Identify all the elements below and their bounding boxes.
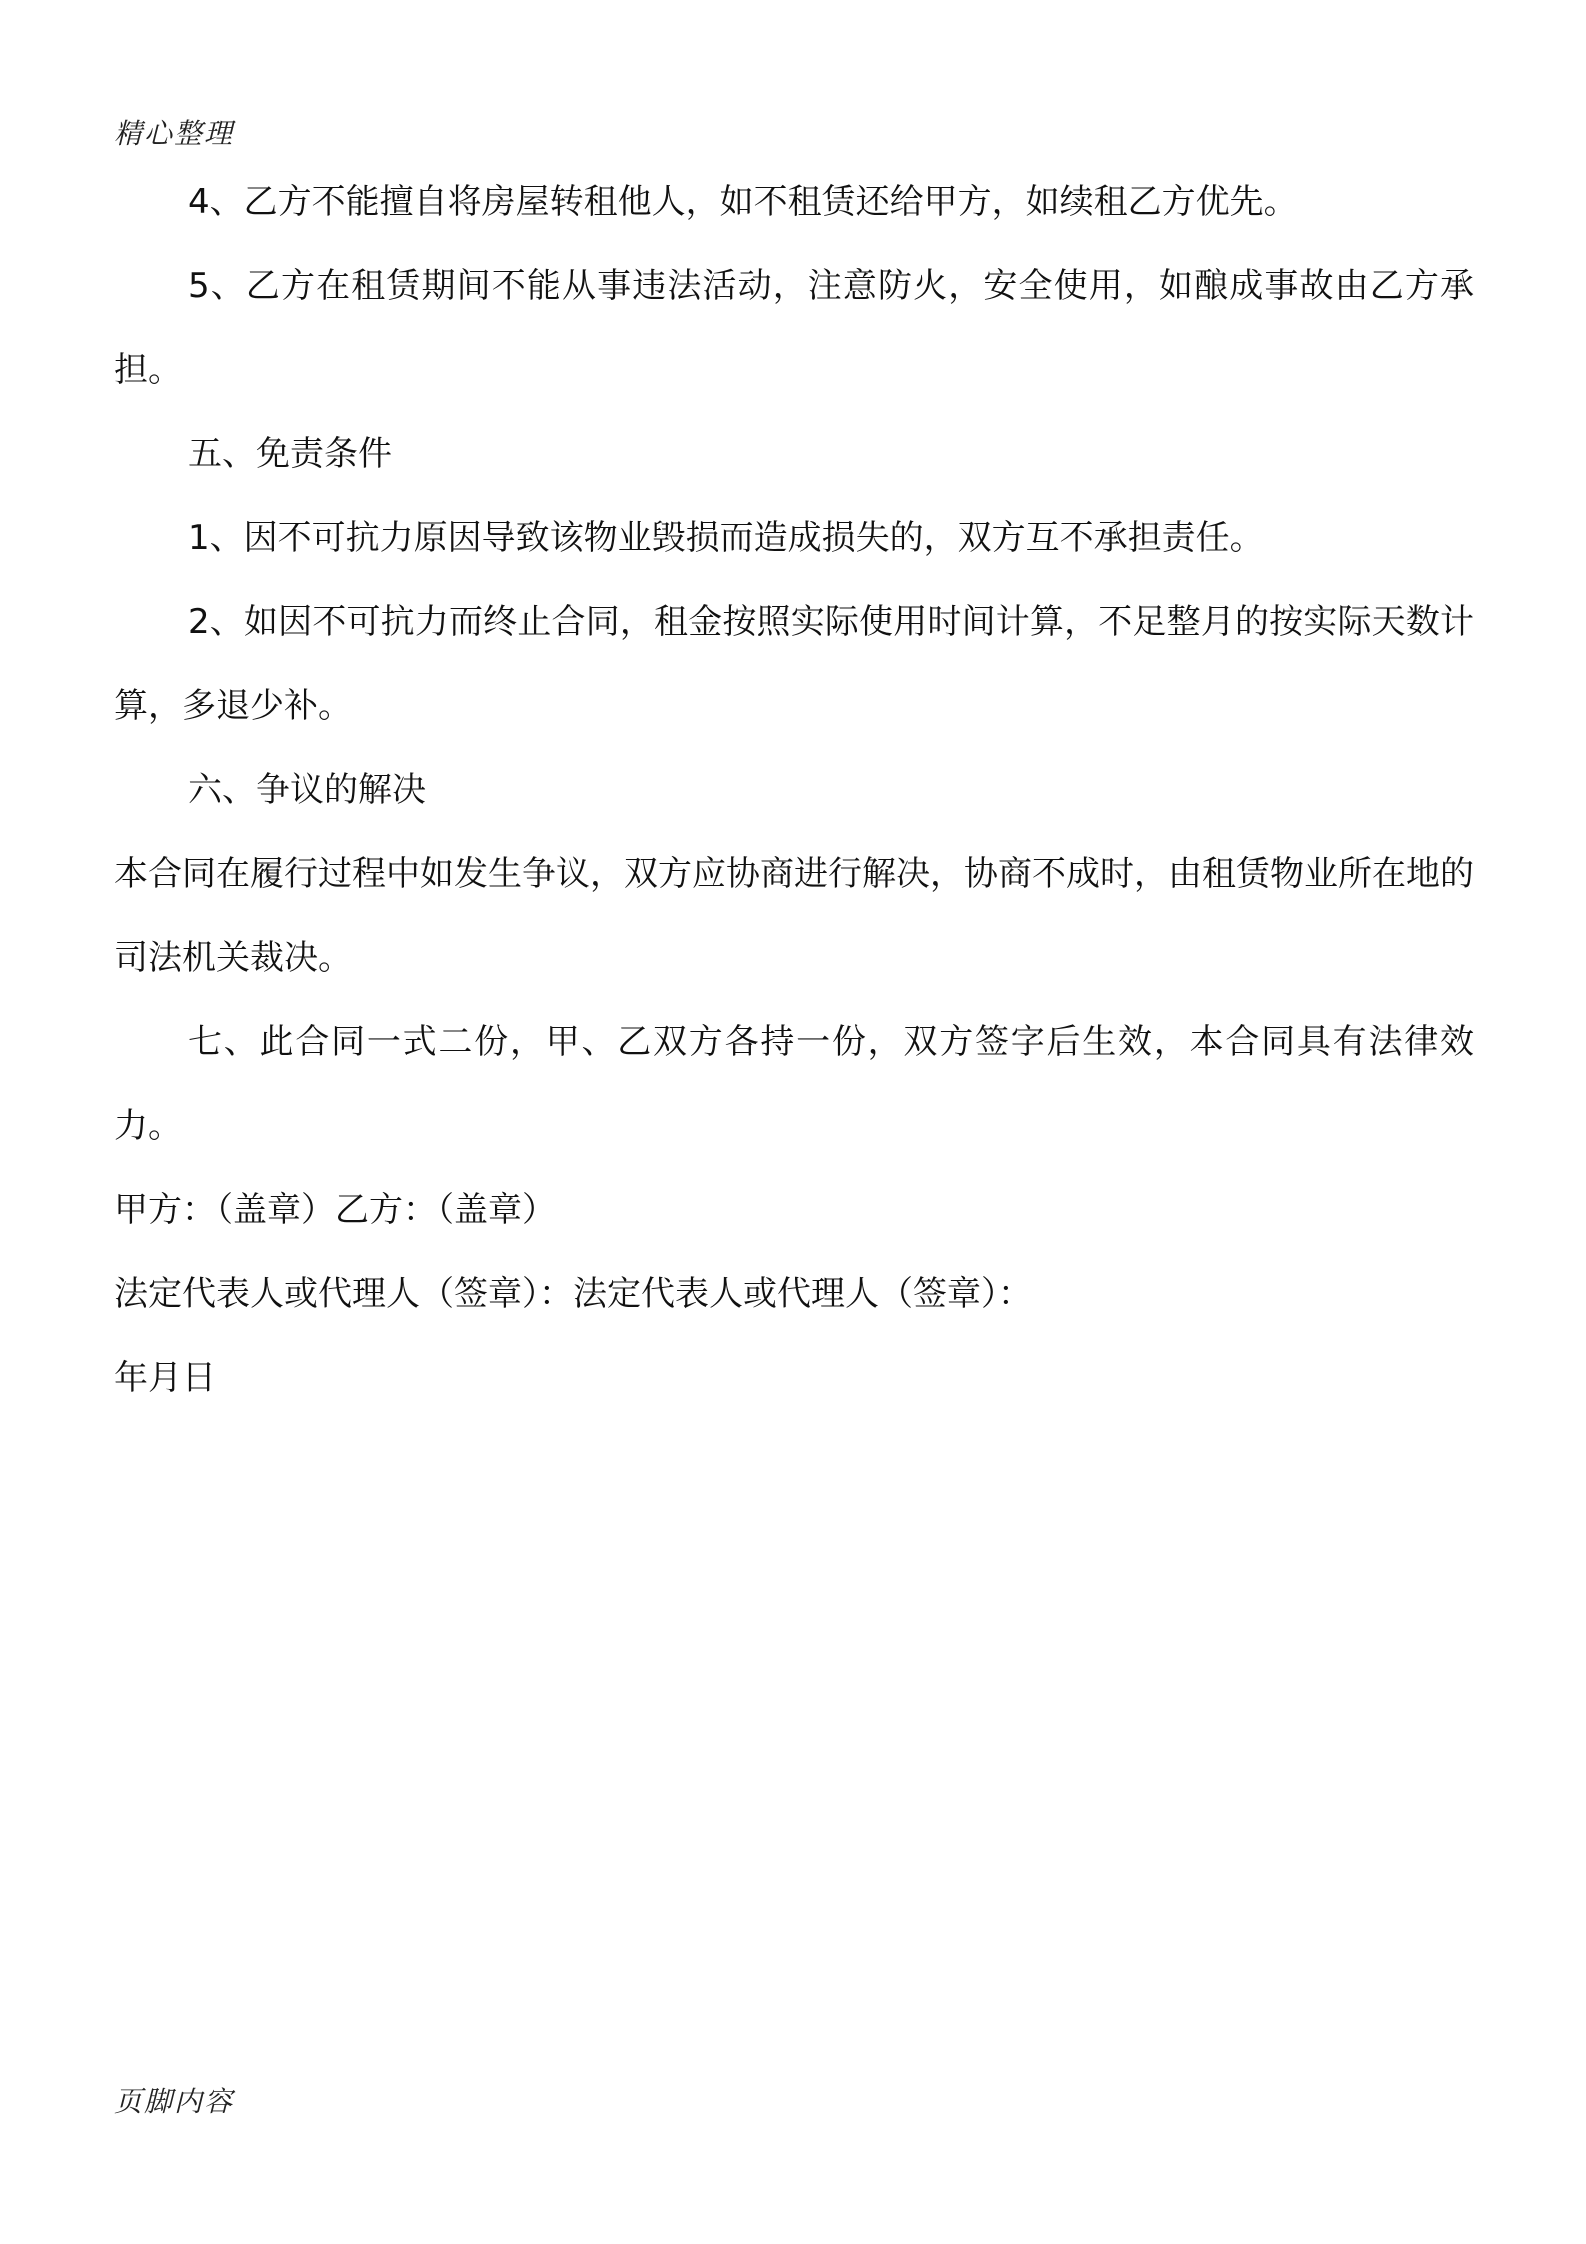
- contract-body: [114, 160, 1474, 1420]
- section-heading-exemption: 五、免责条件: [188, 434, 392, 474]
- clause-5-safety: 5、乙方在租赁期间不能从事违法活动，注意防火，安全使用，如酿成事故由乙方承担。: [114, 266, 1474, 390]
- clause-exemption-1: 1、因不可抗力原因导致该物业毁损而造成损失的，双方互不承担责任。: [188, 518, 1264, 558]
- clause-copies-effect: 七、此合同一式二份，甲、乙双方各持一份，双方签字后生效，本合同具有法律效力。: [114, 1022, 1474, 1146]
- clause-4-sublet: 4、乙方不能擅自将房屋转租他人，如不租赁还给甲方，如续租乙方优先。: [188, 182, 1298, 222]
- section-heading-dispute: 六、争议的解决: [188, 770, 426, 810]
- clause-dispute-resolution: 本合同在履行过程中如发生争议，双方应协商进行解决，协商不成时，由租赁物业所在地的司法机关裁决。: [114, 854, 1474, 978]
- date-line: 年月日: [114, 1358, 216, 1398]
- representative-signature-line: 法定代表人或代理人（签章）：法定代表人或代理人（签章）：: [114, 1274, 1032, 1314]
- clause-exemption-2: 2、如因不可抗力而终止合同，租金按照实际使用时间计算，不足整月的按实际天数计算，多退少补。: [114, 602, 1474, 726]
- header-note: 精心整理: [114, 117, 235, 150]
- footer-note: 页脚内容: [114, 2085, 235, 2118]
- party-seal-line: 甲方：（盖章）乙方：（盖章）: [114, 1190, 556, 1230]
